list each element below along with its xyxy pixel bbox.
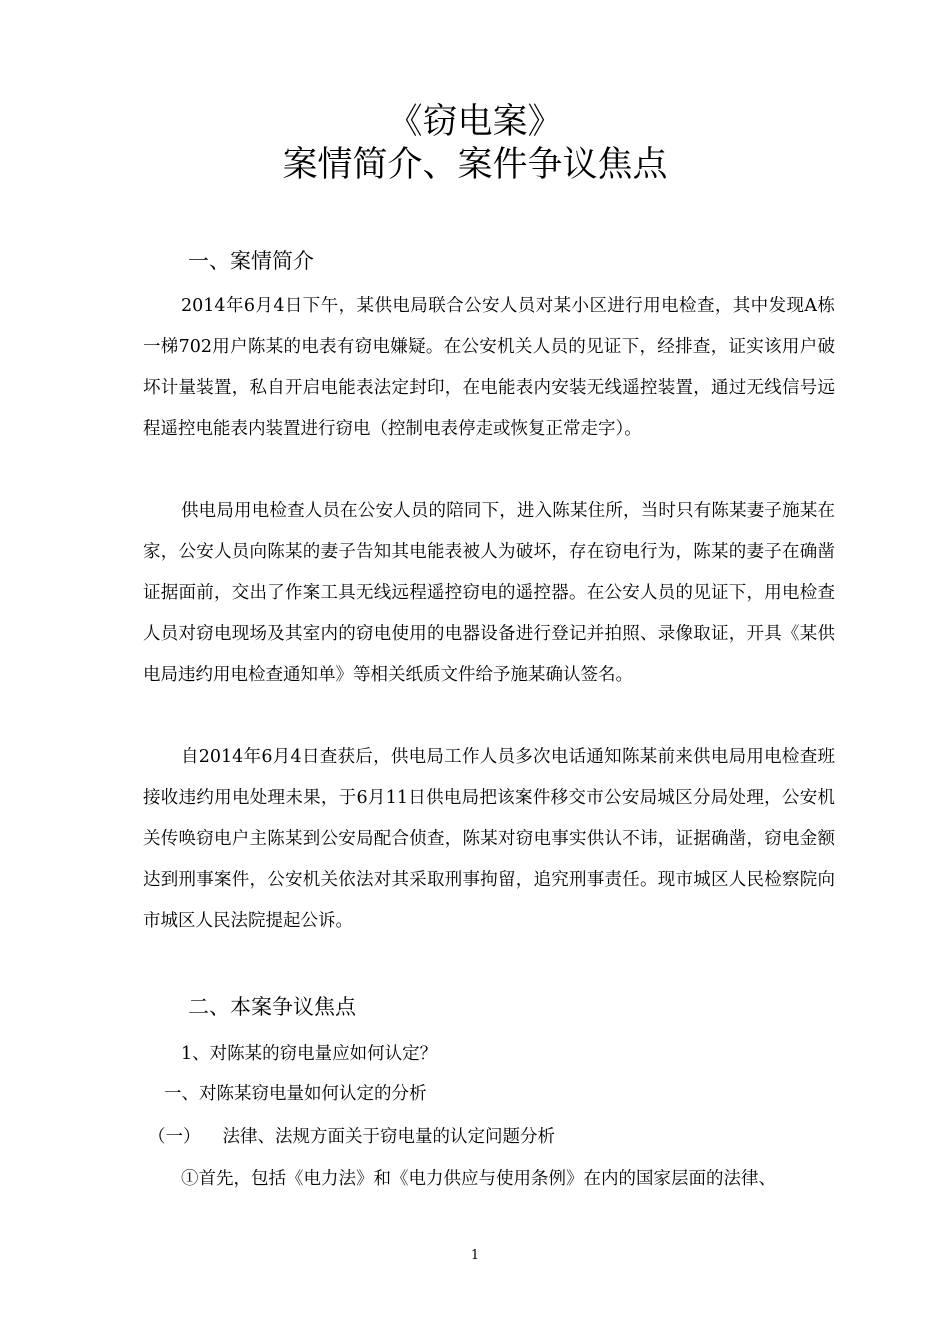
document-title-line-1: 《窃电案》 bbox=[387, 102, 563, 142]
sub-heading-text: 法律、法规方面关于窃电量的认定问题分析 bbox=[222, 1127, 555, 1147]
sub-heading bbox=[148, 1122, 555, 1152]
section-1-paragraph-2: 供电局用电检查人员在公安人员的陪同下，进入陈某住所，当时只有陈某妻子施某在家，公安人员向陈某的妻子告知其电能表被人为破坏，存在窃电行为，陈某的妻子在确凿证据面前，交出了作案工具无线远程遥控窃电的遥控器。在公安人员的见证下，用电检查人员对窃电现场及其室内的窃电使用的电器设备进行登记并拍照、录像取证，开具《某供电局违约用电检查通知单》等相关纸质文件给予施某确认签名。 bbox=[143, 501, 835, 685]
analysis-heading: 一、对陈某窃电量如何认定的分析 bbox=[164, 1084, 427, 1104]
document-title-line-2: 案情简介、案件争议焦点 bbox=[282, 145, 668, 185]
section-1-heading: 一、案情简介 bbox=[188, 249, 314, 273]
question-1: 1、对陈某的窃电量应如何认定？ bbox=[181, 1044, 438, 1064]
sub-heading-marker: （一） bbox=[148, 1127, 201, 1147]
continuation-line: ①首先，包括《电力法》和《电力供应与使用条例》在内的国家层面的法律、 bbox=[181, 1169, 776, 1189]
section-2-heading: 二、本案争议焦点 bbox=[188, 995, 356, 1019]
page-number: 1 bbox=[470, 1248, 480, 1263]
section-1-paragraph-3: 自2014年6月4日查获后，供电局工作人员多次电话通知陈某前来供电局用电检查班接收违约用电处理未果，于6月11日供电局把该案件移交市公安局城区分局处理，公安机关传唤窃电户主陈某到公安局配合侦查，陈某对窃电事实供认不讳，证据确凿，窃电金额达到刑事案件，公安机关依法对其采取刑事拘留，追究刑事责任。现市城区人民检察院向市城区人民法院提起公诉。 bbox=[143, 747, 835, 931]
section-1-paragraph-1: 2014年6月4日下午，某供电局联合公安人员对某小区进行用电检查，其中发现A栋一梯702用户陈某的电表有窃电嫌疑。在公安机关人员的见证下，经排查，证实该用户破坏计量装置，私自开启电能表法定封印，在电能表内安装无线遥控装置，通过无线信号远程遥控电能表内装置进行窃电（控制电表停走或恢复正常走字）。 bbox=[143, 296, 835, 439]
